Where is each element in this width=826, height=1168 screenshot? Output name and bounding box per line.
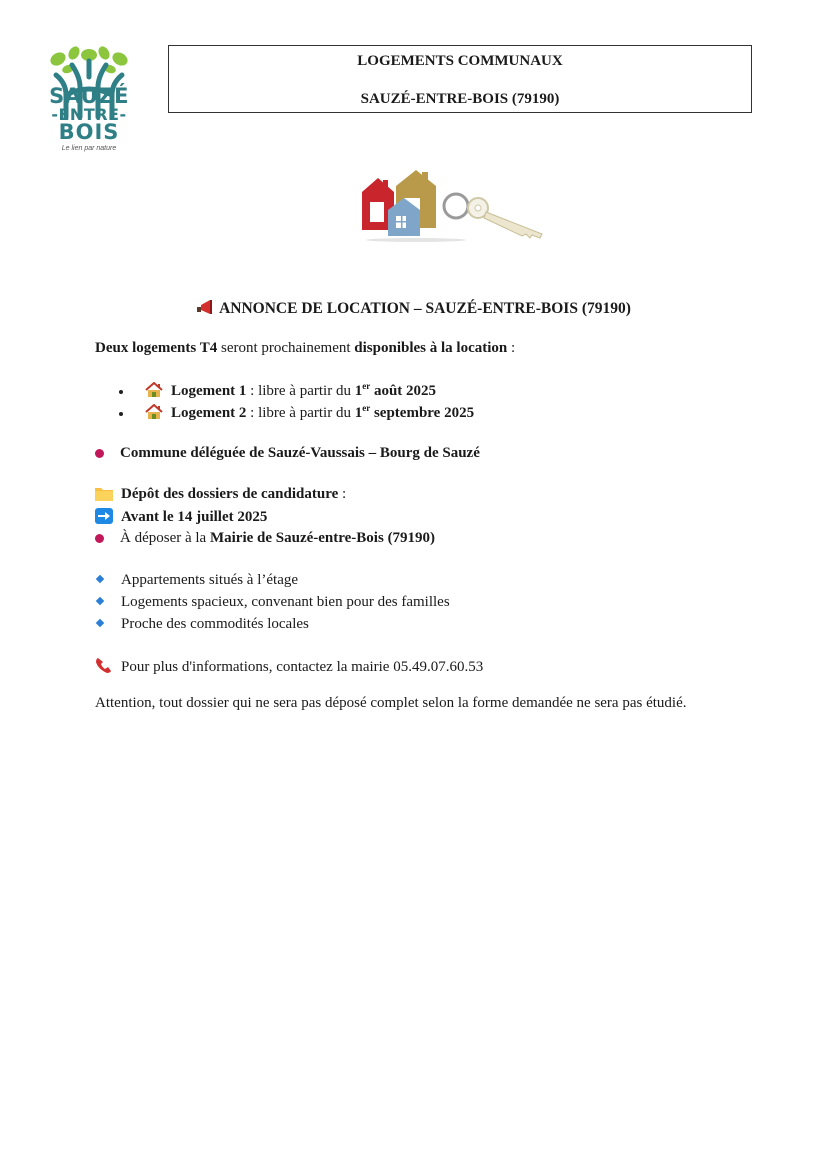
deposer-normal: À déposer à la [120,530,210,546]
logo-word-1: SAUZÉ [49,84,129,108]
depot-line [95,486,346,503]
deposer-bold: Mairie de Sauzé-entre-Bois (79190) [209,530,436,546]
contact-text: Pour plus d'informations, contactez la mairie 05.49.07.60.53 [121,659,484,675]
logement-1-date: août 2025 [370,383,437,399]
logement-1-text: : libre à partir du [246,383,355,399]
logement-2-date: septembre 2025 [370,405,475,421]
bullet [119,390,123,394]
commune-line [95,445,480,462]
phone-icon [95,657,113,674]
announcement-title-text: ANNONCE DE LOCATION – SAUZÉ-ENTRE-BOIS (79190) [219,300,631,317]
pin-icon [95,534,104,543]
feature-item [95,616,309,633]
diamond-icon [96,597,104,605]
depot-bold: Dépôt des dossiers de candidature [121,486,339,502]
list-item [119,403,474,422]
diamond-icon [96,619,104,627]
logo-word-2: -ENTRE- [51,105,127,124]
feature-text: Logements spacieux, convenant bien pour des familles [121,594,450,610]
logement-2-day: 1 [354,405,363,421]
logement-1-label: Logement 1 [171,383,247,399]
logement-1-sup: er [362,381,371,391]
feature-text: Proche des commodités locales [121,616,309,632]
logement-1-day: 1 [354,383,363,399]
house-icon [145,404,163,420]
intro-bold-1: Deux logements T4 [95,340,218,356]
header-box [168,45,752,113]
intro-line [95,340,515,357]
header-title: LOGEMENTS COMMUNAUX [357,53,563,69]
deadline-text: Avant le 14 juillet 2025 [121,509,268,525]
intro-bold-2: disponibles à la location [354,340,508,356]
megaphone-icon [195,299,213,315]
logement-2-label: Logement 2 [171,405,247,421]
diamond-icon [96,575,104,583]
logo-tagline: Le lien par nature [61,145,117,152]
pin-icon [95,449,104,458]
commune-text: Commune déléguée de Sauzé-Vaussais – Bourg de Sauzé [120,445,480,461]
intro-end: : [507,340,516,356]
feature-item [95,594,450,611]
deadline-line [95,508,267,526]
warning-text: Attention, tout dossier qui ne sera pas déposé complet selon la forme demandée ne sera pas étudié. [95,695,687,711]
houses-key-illustration [356,168,548,242]
arrow-right-icon [95,508,113,524]
announcement-title [0,299,826,318]
feature-text: Appartements situés à l’étage [121,572,299,588]
bullet [119,412,123,416]
deposer-line [95,530,435,547]
intro-normal: seront prochainement [217,340,355,356]
logement-2-sup: er [362,403,371,413]
header-subtitle: SAUZÉ-ENTRE-BOIS (79190) [360,91,560,107]
list-item [119,381,436,400]
depot-end: : [338,486,347,502]
house-icon [145,382,163,398]
logo-word-3: BOIS [58,120,120,144]
contact-line [95,657,483,676]
folder-icon [95,486,113,501]
logement-2-text: : libre à partir du [246,405,355,421]
feature-item [95,572,298,589]
